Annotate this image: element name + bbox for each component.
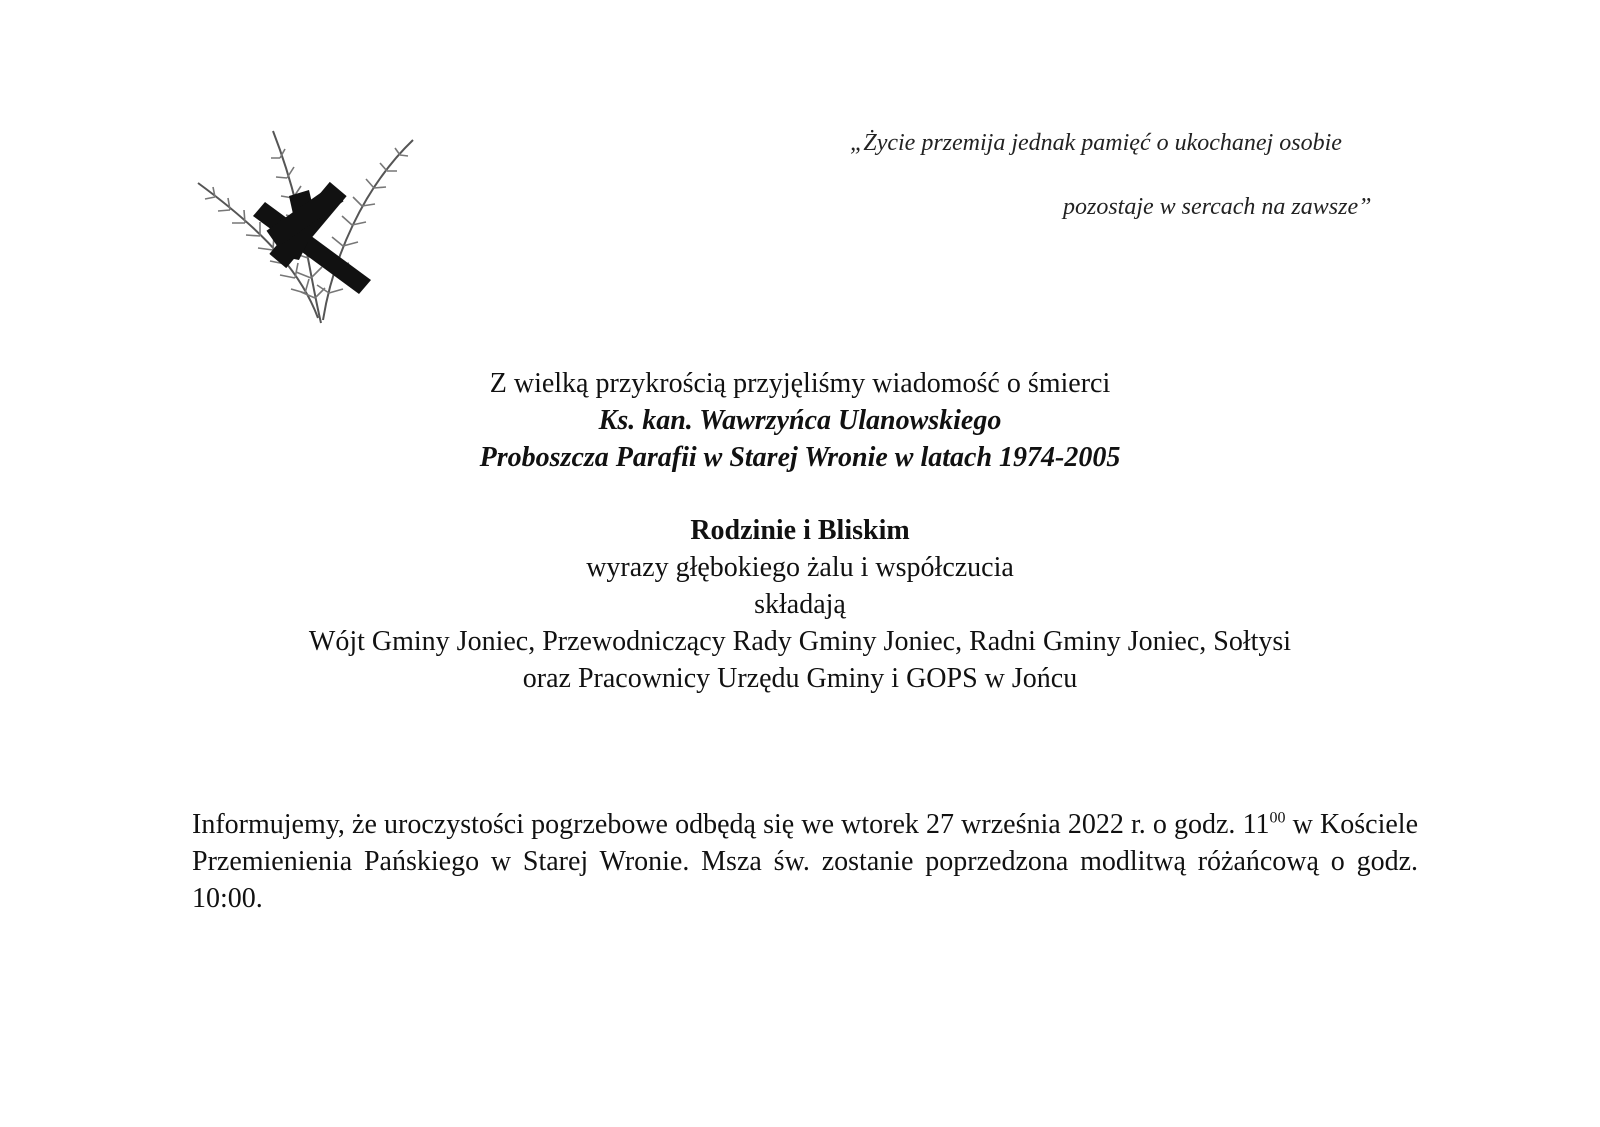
cross-with-fern-icon — [193, 128, 418, 333]
condolence-verb: składają — [754, 589, 846, 620]
condolence-senders-1: Wójt Gminy Joniec, Przewodniczący Rady Gminy Joniec, Radni Gminy Joniec, Sołtysi — [308, 626, 1292, 657]
condolence-senders-2: oraz Pracownicy Urzędu Gminy i GOPS w Jońcu — [522, 663, 1078, 694]
quote-line-2: pozostaje w sercach na zawsze” — [1063, 194, 1372, 220]
funeral-info-part2: w Kościele Przemienienia Pańskiego w Starej Wronie. Msza św. zostanie poprzedzona modlitwą różańcową o godz. 10:00. — [192, 809, 1419, 914]
funeral-time-superscript: 00 — [1269, 809, 1286, 827]
announcement-intro: Z wielką przykrością przyjęliśmy wiadomość o śmierci — [489, 368, 1111, 399]
condolence-text: wyrazy głębokiego żalu i współczucia — [586, 552, 1014, 583]
deceased-name: Ks. kan. Wawrzyńca Ulanowskiego — [598, 405, 1002, 436]
condolence-message — [0, 512, 1600, 697]
funeral-info — [192, 806, 1418, 917]
death-announcement — [0, 365, 1600, 476]
quote-line-1: „Życie przemija jednak pamięć o ukochanej osobie — [850, 130, 1342, 156]
condolence-recipients: Rodzinie i Bliskim — [690, 515, 910, 546]
deceased-role: Proboszcza Parafii w Starej Wronie w latach 1974-2005 — [479, 442, 1121, 473]
funeral-info-part1: Informujemy, że uroczystości pogrzebowe odbędą się we wtorek 27 września 2022 r. o godz. 11 — [192, 809, 1270, 840]
